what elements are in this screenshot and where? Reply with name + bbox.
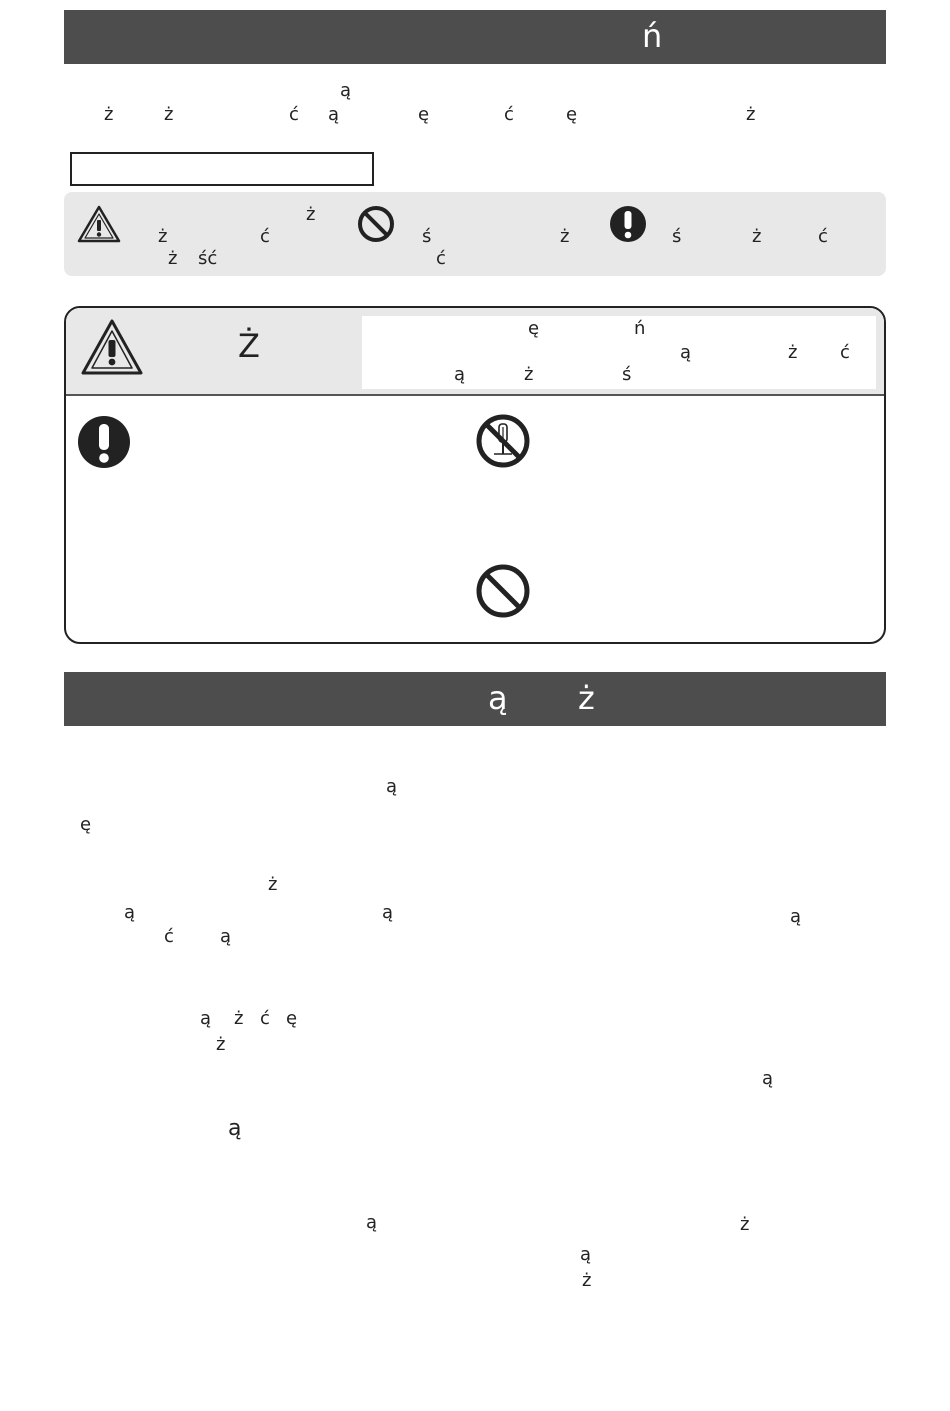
legend-glyph: ż [168,248,178,269]
warning-triangle-icon [80,318,144,376]
header-glyph: ą [488,679,508,717]
blank-label-box [70,152,374,186]
intro-glyph: ę [418,104,430,125]
warning-panel [64,306,886,644]
body-glyph: ż [740,1214,750,1235]
note-glyph: ć [840,342,850,363]
section-header-bar [64,672,886,726]
section-header-bar [64,10,886,64]
header-glyph: ń [642,17,663,55]
body-glyph: ą [762,1068,774,1089]
legend-glyph: ż [560,226,570,247]
legend-glyph: ż [306,204,316,225]
legend-glyph: ć [436,248,446,269]
warning-title: Ż [238,327,260,365]
legend-glyph: ż [158,226,168,247]
body-glyph: ż [268,874,278,895]
body-glyph: ą [382,902,394,923]
prohibition-icon [356,204,396,244]
body-glyph: ż [234,1008,244,1029]
note-glyph: ś [622,364,632,385]
body-glyph: ę [286,1008,298,1029]
mandatory-action-icon [76,414,132,470]
body-glyph: ż [582,1270,592,1291]
legend-glyph: ć [818,226,828,247]
legend-glyph: ć [260,226,270,247]
intro-glyph: ż [104,104,114,125]
body-glyph: ą [580,1244,592,1265]
intro-glyph: ż [164,104,174,125]
legend-glyph: ś [672,226,682,247]
body-glyph: ż [216,1034,226,1055]
legend-glyph: ś [422,226,432,247]
note-glyph: ż [788,342,798,363]
body-glyph: ę [80,814,92,835]
no-disassembly-icon [474,412,532,470]
body-glyph: ą [200,1008,212,1029]
body-glyph: ą [220,926,232,947]
legend-glyph: ść [198,248,218,269]
prohibition-icon [474,562,532,620]
warning-triangle-icon [76,204,122,244]
body-glyph: ć [164,926,174,947]
body-glyph: ć [260,1008,270,1029]
warning-note [362,316,876,389]
legend-glyph: ż [752,226,762,247]
note-glyph: ą [680,342,692,363]
body-glyph: ą [386,776,398,797]
intro-glyph: ć [289,104,299,125]
intro-glyph: ę [566,104,578,125]
note-glyph: ą [454,364,466,385]
intro-glyph: ż [746,104,756,125]
header-glyph: ż [578,679,595,717]
note-glyph: ę [528,318,540,339]
note-glyph: ż [524,364,534,385]
body-glyph: ą [790,906,802,927]
body-glyph: ą [124,902,136,923]
intro-glyph: ą [340,80,352,101]
mandatory-action-icon [608,204,648,244]
intro-glyph: ą [328,104,340,125]
body-glyph: ą [366,1212,378,1233]
symbol-legend [64,192,886,276]
warning-panel-header [66,308,884,396]
note-glyph: ń [634,318,646,339]
body-glyph: ą [228,1116,242,1141]
intro-glyph: ć [504,104,514,125]
